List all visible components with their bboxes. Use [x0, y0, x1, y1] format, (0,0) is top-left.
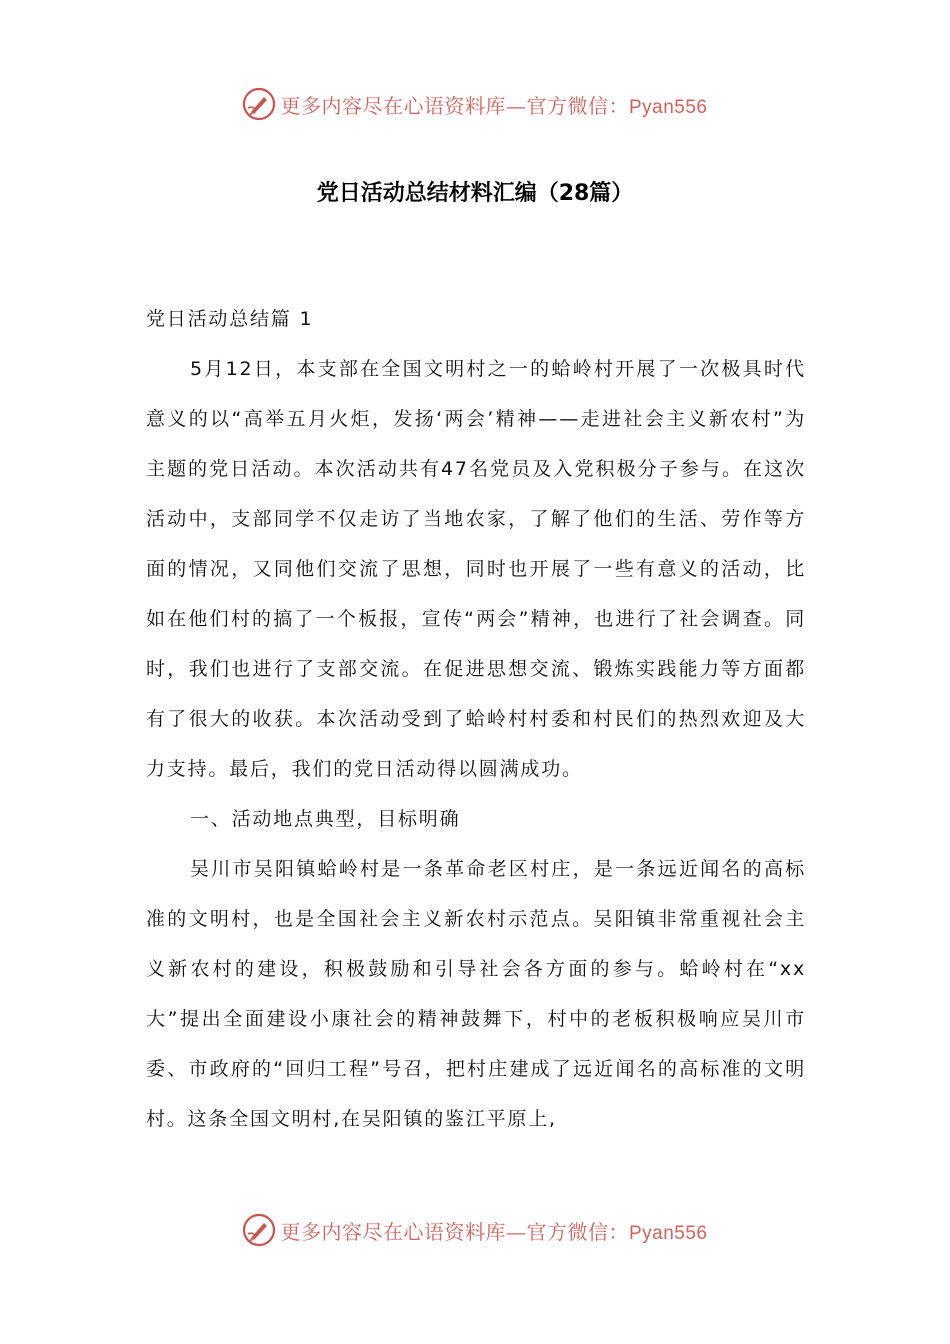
watermark-header [0, 86, 950, 122]
watermark-wechat-id: Pyan556 [628, 96, 708, 118]
document-body [146, 294, 806, 1144]
watermark-text [280, 1216, 707, 1245]
pen-logo-icon [242, 87, 276, 121]
watermark-text [280, 90, 707, 119]
section-heading: 一、活动地点典型，目标明确 [190, 808, 461, 830]
pen-logo-icon [242, 1213, 276, 1247]
body-paragraph: 吴川市吴阳镇蛤岭村是一条革命老区村庄，是一条远近闻名的高标准的文明村，也是全国社会主义新农村示范点。吴阳镇非常重视社会主义新农村的建设，积极鼓励和引导社会各方面的参与。蛤岭村在“xx大”提出全面建设小康社会的精神鼓舞下，村中的老板积极响应吴川市委、市政府的“回归工程”号召，把村庄建成了远近闻名的高标准的文明村。这条全国文明村,在吴阳镇的鉴江平原上, [146, 858, 806, 1130]
document-title: 党日活动总结材料汇编（28篇） [316, 181, 634, 206]
body-paragraph: 5月12日，本支部在全国文明村之一的蛤岭村开展了一次极具时代意义的以“高举五月火炬，发扬‘两会’精神——走进社会主义新农村”为主题的党日活动。本次活动共有47名党员及入党积极分子参与。在这次活动中，支部同学不仅走访了当地农家，了解了他们的生活、劳作等方面的情况，又同他们交流了思想，同时也开展了一些有意义的活动，比如在他们村的搞了一个板报，宣传“两会”精神，也进行了社会调查。同时，我们也进行了支部交流。在促进思想交流、锻炼实践能力等方面都有了很大的收获。本次活动受到了蛤岭村村委和村民们的热烈欢迎及大力支持。最后，我们的党日活动得以圆满成功。 [146, 358, 806, 780]
chapter-heading: 党日活动总结篇 1 [146, 308, 314, 330]
watermark-label: 更多内容尽在心语资料库—官方微信： [280, 93, 629, 118]
watermark-label: 更多内容尽在心语资料库—官方微信： [280, 1219, 629, 1244]
watermark-footer [0, 1212, 950, 1248]
watermark-wechat-id: Pyan556 [628, 1222, 708, 1244]
